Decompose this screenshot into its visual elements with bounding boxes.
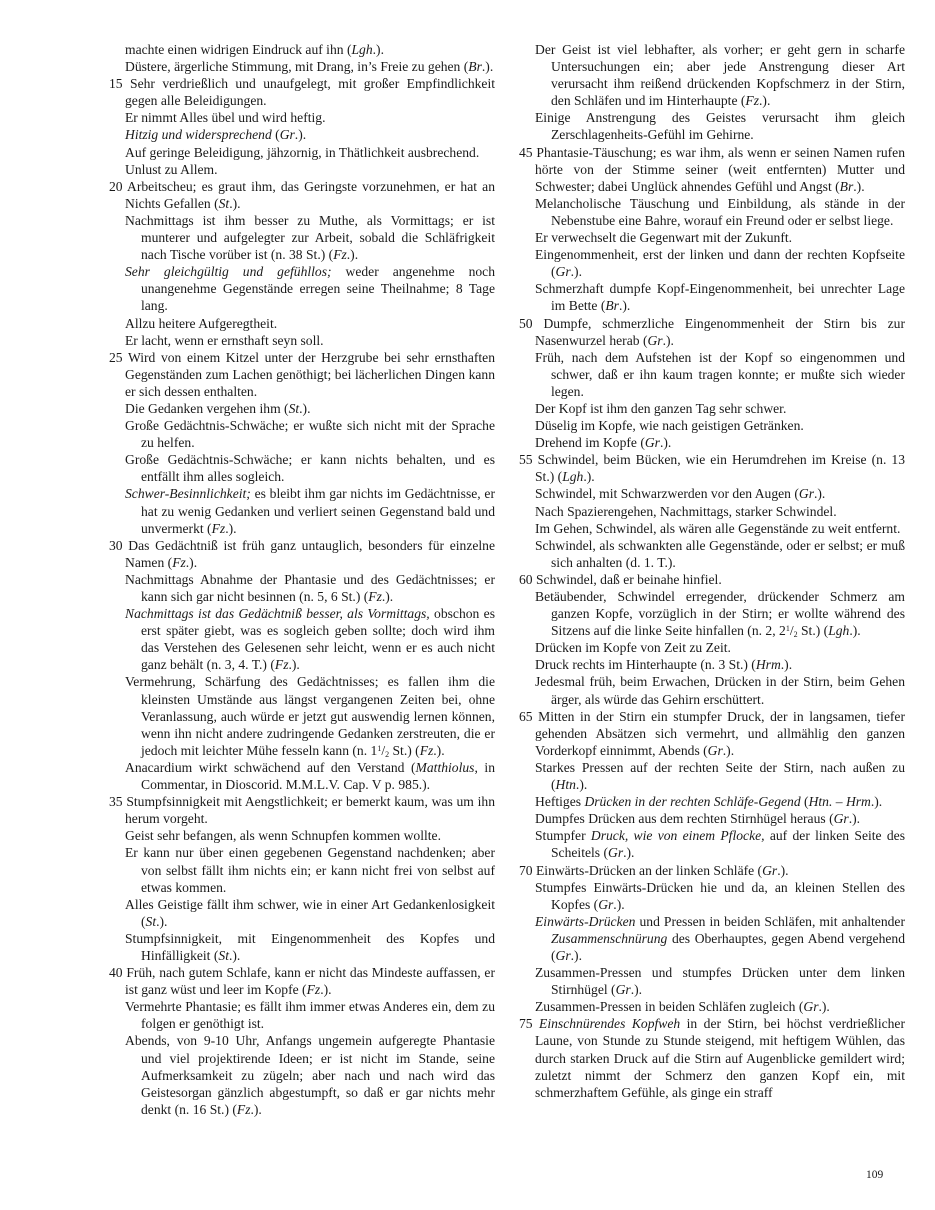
entry: Alles Geistige fällt ihm schwer, wie in einer Art Gedankenlosigkeit (St.). (125, 896, 495, 929)
numbered-entry: 30 Das Gedächtniß ist früh ganz untauglich, besonders für einzelne Namen (Fz.). (109, 537, 495, 570)
entry: Anacardium wirkt schwächend auf den Verstand (Matthiolus, in Commentar, in Dioscorid. M.M.L.V. Cap. V p. 985.). (125, 759, 496, 793)
entry: Zusammen-Pressen in beiden Schläfen zugleich (Gr.). (535, 999, 830, 1015)
entry: Abends, von 9-10 Uhr, Anfangs ungemein aufgeregte Phantasie und viel projektirende Ideen; er ist nicht im Stande, seine Aufmerksamkeit zu zügeln; aber nach und nach wird das Geistesorgan gänzlich abgestumpft, so daß er gar nichts mehr denkt (n. 16 St.) (Fz.). (125, 1033, 495, 1117)
numbered-entry: 40 Früh, nach gutem Schlafe, kann er nicht das Mindeste auffassen, er ist ganz wüst und leer im Kopfe (Fz.). (109, 965, 495, 998)
entry: Stumpfes Einwärts-Drücken hie und da, an kleinen Stellen des Kopfes (Gr.). (535, 879, 905, 912)
entry: Im Gehen, Schwindel, als wären alle Gegenstände zu weit entfernt. (535, 520, 901, 536)
entry: Er nimmt Alles übel und wird heftig. (125, 110, 326, 126)
entry: Die Gedanken vergehen ihm (St.). (125, 400, 311, 416)
entry: Allzu heitere Aufgeregtheit. (125, 315, 278, 331)
entry: Starkes Pressen auf der rechten Seite der Stirn, nach außen zu (Htn.). (535, 759, 905, 793)
entry: Der Geist ist viel lebhafter, als vorher; er geht gern in scharfe Untersuchungen ein; aber jede Anstrengung dieser Art verursacht ihm reißend drückenden Kopfschmerz in der Stirn, den Schläfen und im Hinterhaupte (Fz.). (535, 42, 905, 109)
entry: Schwindel, als schwankten alle Gegenstände, oder er selbst; er muß sich anhalten (d. 1. T.). (535, 537, 905, 570)
entry: Nachmittags ist das Gedächtniß besser, als Vormittags, obschon es erst später giebt, was es sogleich geben sollte; doch wird ihm das Verstehen des Gelesenen sehr leicht, wenn er es auch nicht ganz behält (n. 3, 4. T.) (Fz.). (125, 606, 495, 673)
numbered-entry: 25 Wird von einem Kitzel unter der Herzgrube bei sehr ernsthaften Gegenständen zum Lachen genöthigt; bei lächerlichen Dingen kann er sich dessen enthalten. (109, 349, 495, 399)
entry: Früh, nach dem Aufstehen ist der Kopf so eingenommen und schwer, daß er ihn kaum tragen konnte; er mußte sich wieder legen. (535, 349, 905, 399)
entry: Heftiges Drücken in der rechten Schläfe-Gegend (Htn. – Hrm.). (535, 794, 883, 810)
entry: Einige Anstrengung des Geistes verursacht ihm gleich Zerschlagenheits-Gefühl im Gehirne. (535, 110, 905, 143)
entry: Druck rechts im Hinterhaupte (n. 3 St.) (Hrm.). (535, 657, 793, 673)
entry: Der Kopf ist ihm den ganzen Tag sehr schwer. (535, 400, 787, 416)
entry: Dumpfes Drücken aus dem rechten Stirnhügel heraus (Gr.). (535, 811, 861, 827)
entry: Eingenommenheit, erst der linken und dann der rechten Kopfseite (Gr.). (535, 247, 905, 280)
entry: Große Gedächtnis-Schwäche; er wußte sich nicht mit der Sprache zu helfen. (125, 418, 495, 451)
entry: Vermehrung, Schärfung des Gedächtnisses; es fallen ihm die kleinsten Umstände aus längst vergangenen Zeiten bei, ohne Veranlassung, auch würde er jetzt gut auswendig lernen können, wenn ihn nicht andere zudringende Gedanken zerstreuten, die er jedoch mit leichter Mühe fesseln kann (n. $1^1/_2$ St.) (Fz.). (125, 674, 495, 759)
entry: Schwer-Besinnlichkeit; es bleibt ihm gar nichts im Gedächtnisse, er hat zu wenig Gedanken und verliert seinen Gegenstand bald und unvermerkt (Fz.). (125, 486, 495, 536)
entry: Schmerzhaft dumpfe Kopf-Eingenommenheit, bei unrechter Lage im Bette (Br.). (535, 281, 905, 314)
numbered-entry: 45 Phantasie-Täuschung; es war ihm, als wenn er seinen Namen rufen hörte von der Stimme seiner (weit entfernten) Mutter und Schwester; dabei Unglück ahnendes Gefühl und Angst (Br.). (519, 144, 905, 194)
numbered-entry: 50 Dumpfe, schmerzliche Eingenommenheit der Stirn bis zur Nasenwurzel herab (Gr.). (519, 315, 905, 348)
numbered-entry: 65 Mitten in der Stirn ein stumpfer Druck, der in langsamen, tiefer gehenden Absätzen sich vermehrt, und allmählig den ganzen Vorderkopf einnimmt, Abends (Gr.). (519, 708, 905, 758)
entry: Zusammen-Pressen und stumpfes Drücken unter dem linken Stirnhügel (Gr.). (535, 965, 905, 998)
entry: Er lacht, wenn er ernsthaft seyn soll. (125, 332, 324, 348)
entry: Düselig im Kopfe, wie nach geistigen Getränken. (535, 418, 804, 434)
entry: Drücken im Kopfe von Zeit zu Zeit. (535, 640, 731, 656)
entry: Stumpfer Druck, wie von einem Pflocke, auf der linken Seite des Scheitels (Gr.). (535, 828, 905, 861)
entry: Melancholische Täuschung und Einbildung, als stände in der Nebenstube eine Bahre, worauf ein Freund oder er selbst liege. (535, 195, 905, 228)
entry: Er verwechselt die Gegenwart mit der Zukunft. (535, 230, 793, 246)
entry: Er kann nur über einen gegebenen Gegenstand nachdenken; aber von selbst fällt ihm nichts ein; er kann nicht frei von selbst auf etwas kommen. (125, 845, 495, 895)
numbered-entry: 35 Stumpfsinnigkeit mit Aengstlichkeit; er bemerkt kaum, was um ihn herum vorgeht. (109, 794, 495, 827)
entry: Stumpfsinnigkeit, mit Eingenommenheit des Kopfes und Hinfälligkeit (St.). (125, 930, 495, 963)
entry: Geist sehr befangen, als wenn Schnupfen kommen wollte. (125, 828, 441, 844)
left-column (109, 41, 495, 1118)
entry: Sehr gleichgültig und gefühllos; weder angenehme noch unangenehme Gegenstände erregen seine Theilnahme; 8 Tage lang. (125, 264, 495, 314)
entry: Hitzig und widersprechend (Gr.). (125, 127, 307, 143)
entry: Nachmittags ist ihm besser zu Muthe, als Vormittags; er ist munterer und aufgelegter zur Arbeit, sobald die Schläfrigkeit nach Tische vorüber ist (n. 38 St.) (Fz.). (125, 212, 495, 263)
numbered-entry: 15 Sehr verdrießlich und unaufgelegt, mit großer Empfindlichkeit gegen alle Beleidigungen. (109, 76, 495, 109)
right-column (519, 41, 905, 1101)
entry: Nachmittags Abnahme der Phantasie und des Gedächtnisses; er kann sich gar nicht besinnen (n. 5, 6 St.) (Fz.). (125, 571, 495, 604)
entry: Nach Spazierengehen, Nachmittags, starker Schwindel. (535, 503, 837, 519)
entry: Große Gedächtnis-Schwäche; er kann nichts behalten, und es entfällt ihm alles sogleich. (125, 452, 495, 485)
entry: Düstere, ärgerliche Stimmung, mit Drang, in’s Freie zu gehen (Br.). (125, 59, 494, 75)
entry: Einwärts-Drücken und Pressen in beiden Schläfen, mit anhaltender Zusammenschnürung des Oberhauptes, gegen Abend vergehend (Gr.). (535, 913, 905, 963)
numbered-entry: 60 Schwindel, daß er beinahe hinfiel. (519, 571, 722, 587)
entry: Auf geringe Beleidigung, jähzornig, in Thätlichkeit ausbrechend. (125, 144, 480, 160)
numbered-entry: 70 Einwärts-Drücken an der linken Schläfe (Gr.). (519, 862, 789, 878)
entry: Vermehrte Phantasie; es fällt ihm immer etwas Anderes ein, dem zu folgen er genöthigt ist. (125, 999, 495, 1032)
entry: machte einen widrigen Eindruck auf ihn (Lgh.). (125, 42, 384, 57)
entry: Unlust zu Allem. (125, 161, 218, 177)
page-number: 109 (866, 1169, 884, 1181)
entry: Schwindel, mit Schwarzwerden vor den Augen (Gr.). (535, 486, 826, 502)
entry: Betäubender, Schwindel erregender, drückender Schmerz am ganzen Kopfe, vorzüglich in der Stirn; er wollte während des Sitzens auf die linke Seite hinfallen (n. 2, $2^1/_2$ St.) (Lgh.). (535, 589, 905, 640)
entry: Drehend im Kopfe (Gr.). (535, 435, 672, 451)
entry: Jedesmal früh, beim Erwachen, Drücken in der Stirn, beim Gehen ärger, als würde das Gehirn erschüttert. (535, 674, 905, 707)
numbered-entry: 55 Schwindel, beim Bücken, wie ein Herumdrehen im Kreise (n. 13 St.) (Lgh.). (519, 452, 905, 485)
numbered-entry: 75 Einschnürendes Kopfweh in der Stirn, bei höchst verdrießlicher Laune, von Stunde zu Stunde steigend, mit heftigem Wühlen, das durch starken Druck auf die Stirn auf Augenblicke gemildert wird; zuletzt nimmt der Schmerz den ganzen Kopf ein, mit schmerzhaftem Gefühle, als ginge ein straff (519, 1016, 905, 1100)
numbered-entry: 20 Arbeitscheu; es graut ihm, das Geringste vorzunehmen, er hat an Nichts Gefallen (St.). (109, 178, 495, 211)
